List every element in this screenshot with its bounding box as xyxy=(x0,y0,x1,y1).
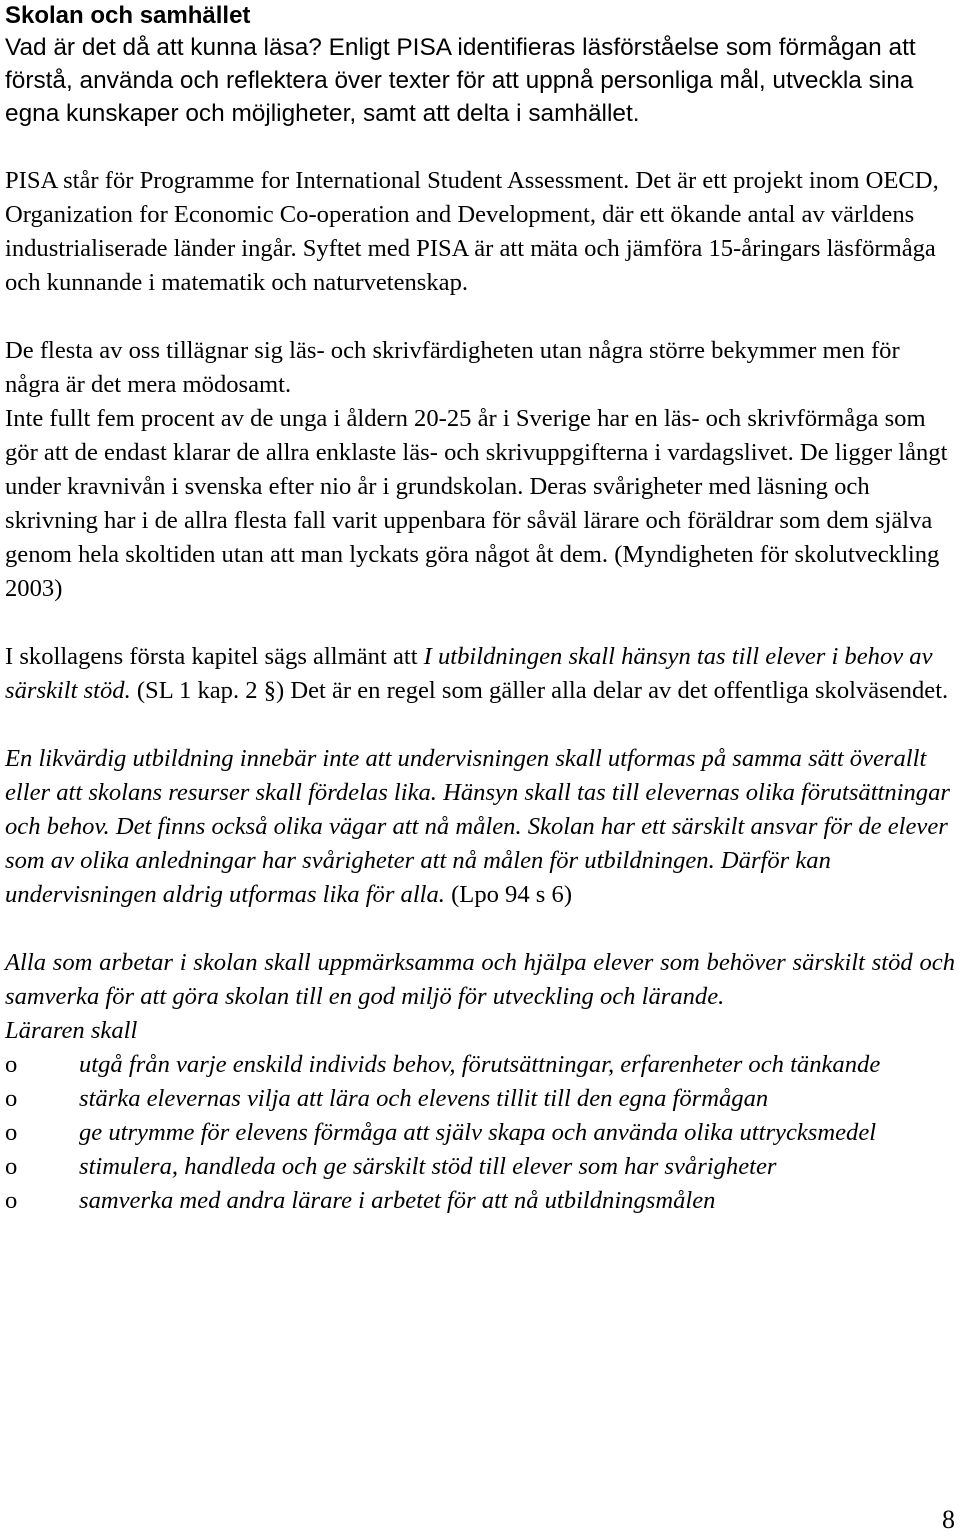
spacer xyxy=(5,300,955,334)
spacer xyxy=(5,912,955,946)
paragraph-literacy-effort: De flesta av oss tillägnar sig läs- och skrivfärdigheten utan några större bekymmer men för några är det mera mödosamt. xyxy=(5,337,900,398)
spacer xyxy=(5,708,955,742)
list-item xyxy=(5,1082,955,1116)
paragraph-pisa: PISA står för Programme for International Student Assessment. Det är ett projekt inom OECD, Organization for Economic Co-operation and Development, där ett ökande antal av världens industrialiserade länder ingår. Syftet med PISA är att mäta och jämföra 15-åringars läsförmåga och kunnande i matematik och naturvetenskap. xyxy=(5,167,939,296)
list-item-text: ge utrymme för elevens förmåga att själv skapa och använda olika uttrycksmedel xyxy=(79,1119,877,1146)
spacer xyxy=(5,606,955,640)
list-item xyxy=(5,1048,955,1082)
school-law-lead: I skollagens första kapitel sägs allmänt att xyxy=(5,643,424,670)
paragraph-school-law xyxy=(5,640,955,708)
bullet-marker: o xyxy=(5,1153,18,1180)
paragraph-lpo-quote xyxy=(5,742,955,912)
bullet-marker: o xyxy=(5,1119,18,1146)
bullet-marker: o xyxy=(5,1051,18,1078)
school-law-reference: (SL 1 kap. 2 §) Det är en regel som gäller alla delar av det offentliga skolväsendet. xyxy=(130,677,949,704)
school-law-quote: I utbildningen skall hänsyn tas till elever i behov av särskilt stöd. xyxy=(5,643,933,704)
list-item-text: stärka elevernas vilja att lära och elevens tillit till den egna förmågan xyxy=(79,1085,769,1112)
lpo-quote-text: En likvärdig utbildning innebär inte att undervisningen skall utformas på samma sätt överallt eller att skolans resurser skall fördelas lika. Hänsyn skall tas till elevernas olika förutsättningar och behov. Det finns också olika vägar att nå målen. Skolan har ett särskilt ansvar för de elever som av olika anledningar har svårigheter att nå målen för utbildningen. Därför kan undervisningen aldrig utformas lika för alla. xyxy=(5,745,950,908)
list-item xyxy=(5,1150,955,1184)
paragraph-reading-definition: Vad är det då att kunna läsa? Enligt PISA identifieras läsförståelse som förmågan att förstå, använda och reflektera över texter för att uppnå personliga mål, utveckla sina egna kunskaper och möjligheter, samt att delta i samhället. xyxy=(5,34,916,127)
list-item-text: stimulera, handleda och ge särskilt stöd till elever som har svårigheter xyxy=(79,1153,777,1180)
bullet-marker: o xyxy=(5,1085,18,1112)
paragraph-all-staff: Alla som arbetar i skolan skall uppmärksamma och hjälpa elever som behöver särskilt stöd och samverka för att göra skolan till en god miljö för utveckling och lärande. xyxy=(5,949,955,1010)
lpo-quote-reference: (Lpo 94 s 6) xyxy=(444,881,573,908)
bullet-marker: o xyxy=(5,1187,18,1214)
teacher-list-heading: Läraren skall xyxy=(5,1017,138,1044)
list-item-text: utgå från varje enskild individs behov, förutsättningar, erfarenheter och tänkande xyxy=(79,1051,881,1078)
list-item-text: samverka med andra lärare i arbetet för att nå utbildningsmålen xyxy=(79,1187,716,1214)
paragraph-literacy-statistics: Inte fullt fem procent av de unga i åldern 20-25 år i Sverige har en läs- och skrivförmåga som gör att de endast klarar de allra enklaste läs- och skrivuppgifterna i vardagslivet. De ligger långt under kravnivån i svenska efter nio år i grundskolan. Deras svårigheter med läsning och skrivning har i de allra flesta fall varit uppenbara för såväl lärare och föräldrar som dem själva genom hela skoltiden utan att man lyckats göra något åt dem. (Myndigheten för skolutveckling 2003) xyxy=(5,405,948,602)
document-page xyxy=(5,0,955,1218)
page-number: 8 xyxy=(942,1505,955,1534)
list-item xyxy=(5,1184,955,1218)
teacher-duties-list xyxy=(5,1048,955,1218)
spacer xyxy=(5,130,955,164)
list-item xyxy=(5,1116,955,1150)
section-heading: Skolan och samhället xyxy=(5,2,251,29)
